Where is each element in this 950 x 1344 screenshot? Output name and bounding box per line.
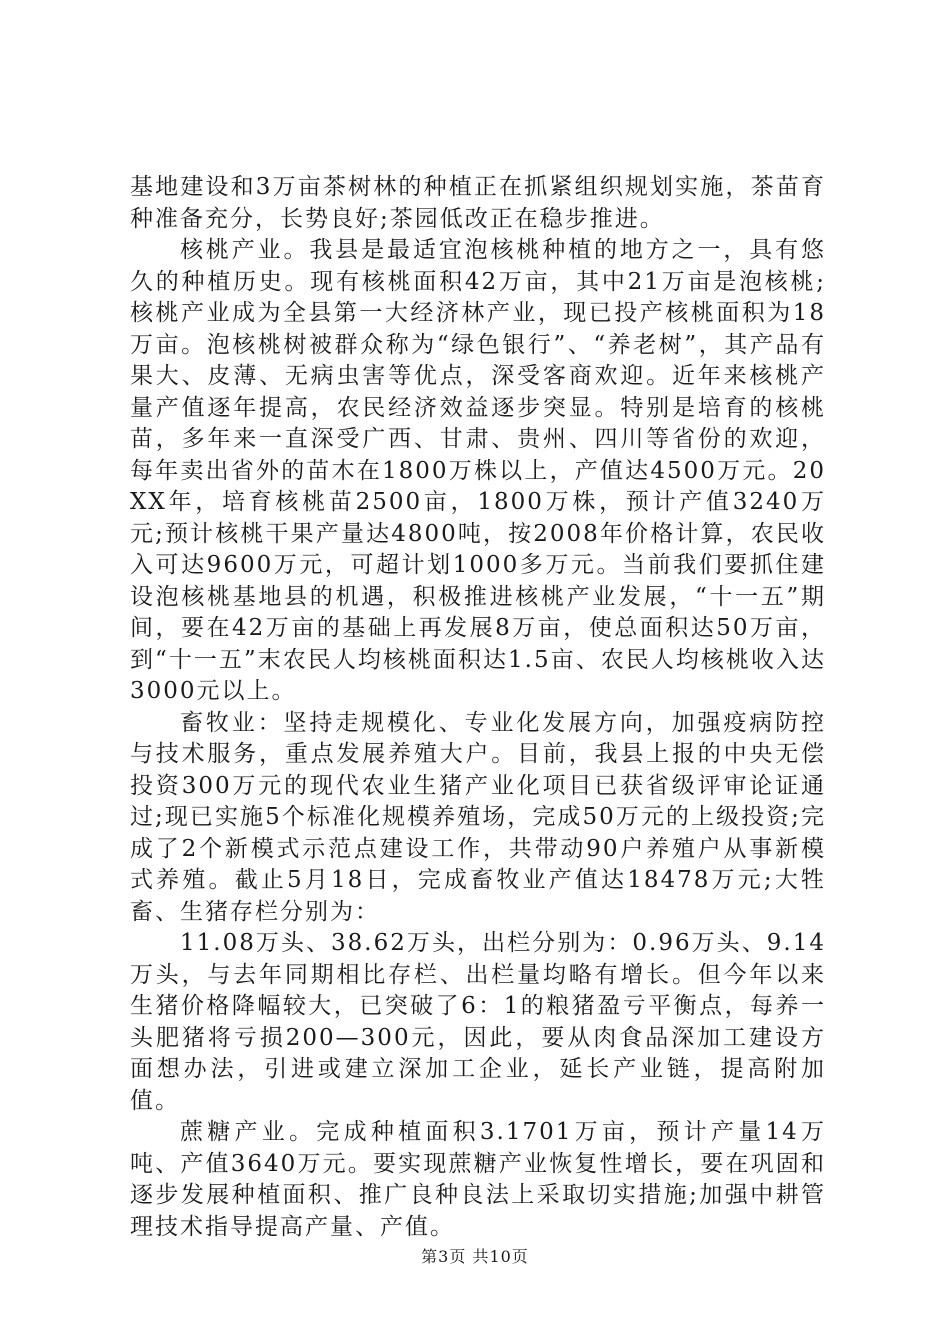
- paragraph-livestock-figures: 11.08万头、38.62万头，出栏分别为：0.96万头、9.14万头，与去年同期相比存栏、出栏量均略有增长。但今年以来生猪价格降幅较大，已突破了6：1的粮猪盈亏平衡点，每养一头肥猪将亏损200—300元，因此，要从肉食品深加工建设方面想办法，引进或建立深加工企业，延长产业链，提高附加值。: [130, 930, 826, 1114]
- paragraph-livestock: 畜牧业：坚持走规模化、专业化发展方向，加强疫病防控与技术服务，重点发展养殖大户。目前，我县上报的中央无偿投资300万元的现代农业生猪产业化项目已获省级评审论证通过;现已实施5个标准化规模养殖场，完成50万元的上级投资;完成了2个新模式示范点建设工作，共带动90户养殖户从事新模式养殖。截止5月18日，完成畜牧业产值达18478万元;大牲畜、生猪存栏分别为：: [130, 709, 826, 925]
- page-number-footer: 第3页 共10页: [421, 1247, 529, 1266]
- paragraph-sugarcane-industry: 蔗糖产业。完成种植面积3.1701万亩，预计产量14万吨、产值3640万元。要实现蔗糖产业恢复性增长，要在巩固和逐步发展种植面积、推广良种良法上采取切实措施;加强中耕管理技术指导提高产量、产值。: [130, 1119, 826, 1240]
- paragraph-walnut-industry: 核桃产业。我县是最适宜泡核桃种植的地方之一，具有悠久的种植历史。现有核桃面积42万亩，其中21万亩是泡核桃;核桃产业成为全县第一大经济林产业，现已投产核桃面积为18万亩。泡核桃树被群众称为“绿色银行”、“养老树”，其产品有果大、皮薄、无病虫害等优点，深受客商欢迎。近年来核桃产量产值逐年提高，农民经济效益逐步突显。特别是培育的核桃苗，多年来一直深受广西、甘肃、贵州、四川等省份的欢迎，每年卖出省外的苗木在1800万株以上，产值达4500万元。20XX年，培育核桃苗2500亩，1800万株，预计产值3240万元;预计核桃干果产量达4800吨，按2008年价格计算，农民收入可达9600万元，可超计划1000多万元。当前我们要抓住建设泡核桃基地县的机遇，积极推进核桃产业发展，“十一五”期间，要在42万亩的基础上再发展8万亩，使总面积达50万亩，到“十一五”末农民人均核桃面积达1.5亩、农民人均核桃收入达3000元以上。: [130, 237, 826, 704]
- document-body: [130, 172, 826, 1243]
- paragraph-tea-continuation: 基地建设和3万亩茶树林的种植正在抓紧组织规划实施，茶苗育种准备充分，长势良好;茶园低改正在稳步推进。: [130, 174, 826, 232]
